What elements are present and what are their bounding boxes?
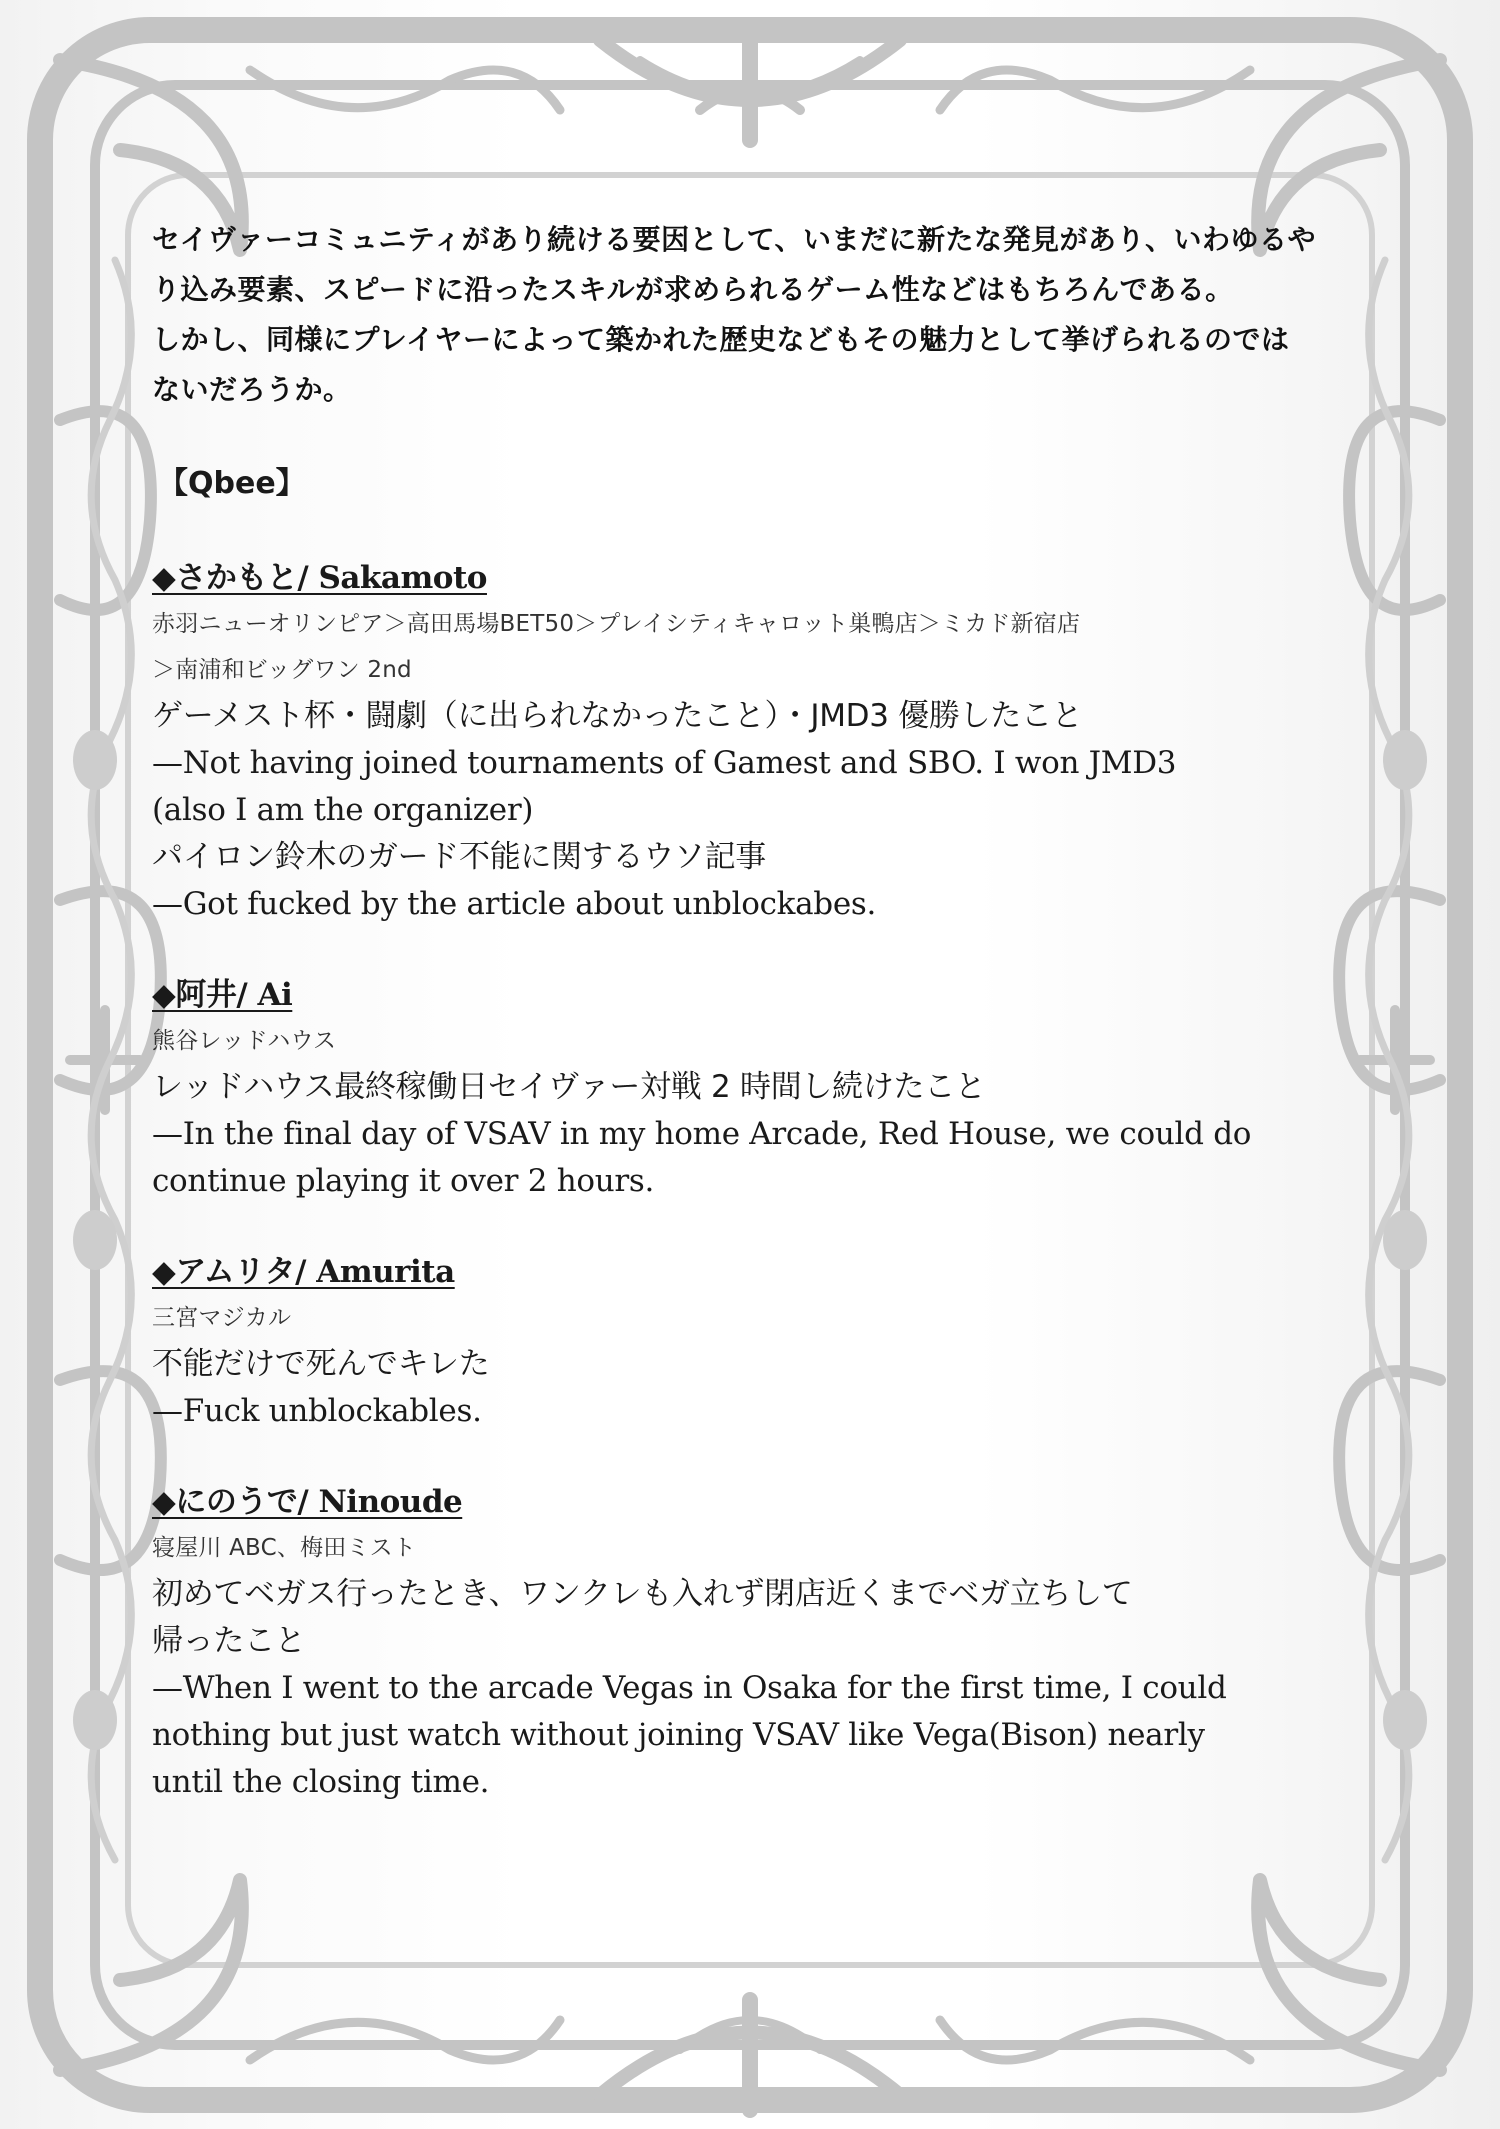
player-name: ◆アムリタ/ Amurita <box>152 1254 455 1290</box>
memory-line: continue playing it over 2 hours. <box>152 1163 655 1199</box>
memory-line: nothing but just watch without joining VSAV like Vega(Bison) nearly <box>152 1717 1205 1753</box>
arcade-line: ＞南浦和ビッグワン 2nd <box>152 657 412 683</box>
memory-line: 初めてベガス行ったとき、ワンクレも入れず閉店近くまでベガ立ちして <box>152 1576 1133 1612</box>
player-name: ◆にのうで/ Ninoude <box>152 1484 463 1520</box>
player-entry-amurita <box>152 1249 1342 1435</box>
intro-line: セイヴァーコミュニティがあり続ける要因として、いまだに新たな発見があり、いわゆるや <box>152 223 1317 256</box>
memory-line: —Not having joined tournaments of Gamest and SBO. I won JMD3 <box>152 745 1177 781</box>
player-entry-ai <box>152 972 1342 1205</box>
memory-line: レッドハウス最終稼働日セイヴァー対戦 2 時間し続けたこと <box>152 1069 986 1105</box>
arcade-line: 寝屋川 ABC、梅田ミスト <box>152 1535 417 1561</box>
intro-line: しかし、同様にプレイヤーによって築かれた歴史などもその魅力として挙げられるのでは <box>152 323 1290 356</box>
memory-line: パイロン鈴木のガード不能に関するウソ記事 <box>152 839 766 875</box>
arcade-line: 熊谷レッドハウス <box>152 1028 337 1054</box>
intro-line: り込み要素、スピードに沿ったスキルが求められるゲーム性などはもちろんである。 <box>152 273 1234 306</box>
main-content <box>152 215 1342 1806</box>
intro-line: ないだろうか。 <box>152 373 352 406</box>
player-name: ◆阿井/ Ai <box>152 977 293 1013</box>
memory-line: —When I went to the arcade Vegas in Osaka for the first time, I could <box>152 1670 1227 1706</box>
arcade-line: 赤羽ニューオリンピア＞高田馬場BET50＞プレイシティキャロット巣鴨店＞ミカド新宿店 <box>152 611 1081 637</box>
memory-line: 不能だけで死んでキレた <box>152 1346 490 1382</box>
player-name: ◆さかもと/ Sakamoto <box>152 560 487 596</box>
group-label: 【Qbee】 <box>158 466 306 501</box>
arcade-line: 三宮マジカル <box>152 1305 292 1331</box>
memory-line: —Fuck unblockables. <box>152 1393 482 1429</box>
player-entry-ninoude <box>152 1479 1342 1806</box>
intro-paragraph <box>152 215 1342 415</box>
player-entry-sakamoto <box>152 555 1342 928</box>
memory-line: —In the final day of VSAV in my home Arcade, Red House, we could do <box>152 1116 1252 1152</box>
memory-line: 帰ったこと <box>152 1623 306 1659</box>
memory-line: (also I am the organizer) <box>152 792 534 828</box>
memory-line: —Got fucked by the article about unblockabes. <box>152 886 877 922</box>
memory-line: ゲーメスト杯・闘劇（に出られなかったこと）・JMD3 優勝したこと <box>152 698 1083 734</box>
memory-line: until the closing time. <box>152 1764 490 1800</box>
